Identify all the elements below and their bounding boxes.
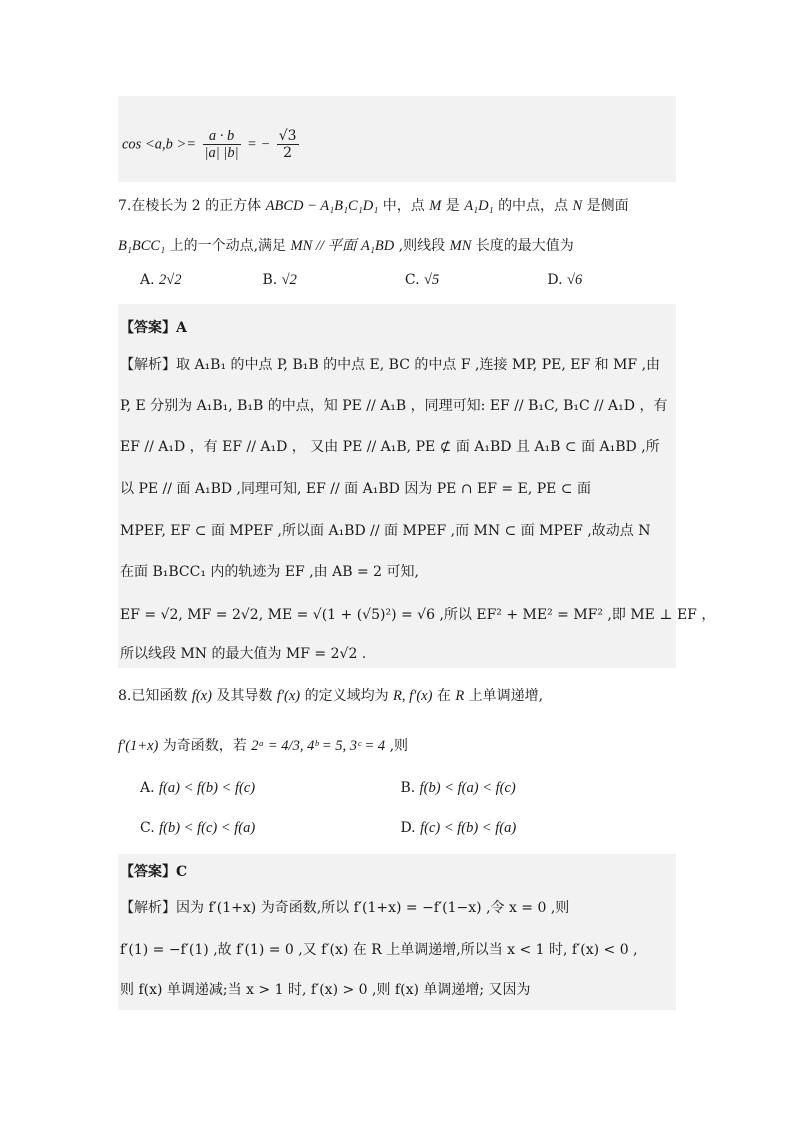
option-value: 2√2: [159, 272, 182, 288]
formula-lhs: cos <a,b >=: [122, 136, 197, 153]
option-value: f(c) < f(b) < f(a): [420, 820, 517, 836]
option-label: B.: [262, 272, 278, 288]
q8-text: 8.已知函数: [118, 688, 188, 704]
q7-option-b: [262, 270, 400, 290]
result-numerator: √3: [278, 128, 297, 144]
formula-denominator: |a| |b|: [204, 145, 239, 161]
q8-option-a: [140, 778, 396, 798]
answer-7-block: [118, 304, 716, 668]
analysis-7-line: EF // A₁D ，有 EF // A₁D ， 又由 PE // A₁B, PE ⊄ 面 A₁BD 且 A₁B ⊂ 面 A₁BD ,所: [120, 439, 660, 455]
option-value: f(b) < f(a) < f(c): [419, 780, 516, 796]
q8-option-d: [400, 818, 516, 838]
q8-options-row-2: [140, 818, 660, 838]
q8-domain: R, f′(x): [393, 688, 433, 704]
q8-option-b: [400, 778, 515, 798]
formula-rhs: = −: [247, 136, 271, 153]
q7-segment: A₁D₁: [464, 198, 494, 214]
q7-face: B₁BCC₁: [118, 238, 166, 254]
result-denominator: 2: [283, 145, 293, 161]
analysis-8-line: 【解析】因为 f′(1+x) 为奇函数,所以 f′(1+x) = −f′(1−x) ,令 x = 0 ,则: [120, 900, 570, 916]
formula-fraction: [203, 128, 241, 161]
q7-text: 是: [445, 198, 460, 214]
q7-text: ,则线段: [398, 238, 446, 254]
answer-8-label: 【答案】C: [120, 864, 188, 880]
q7-option-c: [405, 270, 543, 290]
analysis-7-line: MPEF, EF ⊂ 面 MPEF ,所以面 A₁BD // 面 MPEF ,而 MN ⊂ 面 MPEF ,故动点 N: [120, 523, 651, 539]
q8-options-row-1: [140, 778, 660, 798]
q7-text: 7.在棱长为 2 的正方体: [118, 198, 262, 214]
answer-8-block: [118, 854, 676, 1010]
q8-condition: 2ᵃ = 4/3, 4ᵇ = 5, 3ᶜ = 4: [251, 738, 386, 754]
analysis-7-line: 以 PE // 面 A₁BD ,同理可知, EF // 面 A₁BD 因为 PE ∩ EF = E, PE ⊂ 面: [120, 481, 591, 497]
q8-text: 为奇函数，若: [162, 738, 247, 754]
q7-point-m: M: [429, 198, 442, 214]
q8-text: ,则: [389, 738, 409, 754]
q8-set-r: R: [455, 688, 465, 704]
q8-line-1: [118, 686, 543, 706]
q7-text: 上的一个动点,满足: [169, 238, 287, 254]
q7-text: 的中点，点: [498, 198, 569, 214]
option-value: √2: [281, 272, 297, 288]
option-label: D.: [547, 272, 563, 288]
question-7: [118, 182, 676, 304]
q7-options: [140, 270, 660, 290]
option-value: √5: [424, 272, 440, 288]
option-value: f(b) < f(c) < f(a): [159, 820, 256, 836]
q7-option-d: [547, 270, 582, 290]
analysis-8-line: 则 f(x) 单调递减;当 x > 1 时, f′(x) > 0 ,则 f(x) 单调递增; 又因为: [120, 982, 531, 998]
q7-line-2: [118, 236, 574, 256]
q7-plane: A₁BD: [361, 238, 395, 254]
formula-numerator: a · b: [203, 128, 241, 145]
q7-option-a: [140, 270, 258, 290]
question-8: [118, 668, 676, 854]
analysis-7-line: 所以线段 MN 的最大值为 MF = 2√2 .: [120, 646, 367, 662]
option-label: D.: [400, 820, 416, 836]
option-label: A.: [140, 780, 155, 796]
option-value: f(a) < f(b) < f(c): [159, 780, 256, 796]
q7-segment-mn: MN: [449, 238, 472, 254]
q7-cube: ABCD − A₁B₁C₁D₁: [265, 198, 379, 214]
q8-function: f(x): [191, 688, 212, 704]
q8-shifted-derivative: f′(1+x): [118, 738, 159, 754]
q8-text: 在: [436, 688, 451, 704]
q8-text: 的定义域均为: [304, 688, 389, 704]
option-value: √6: [567, 272, 583, 288]
q7-point-n: N: [572, 198, 583, 214]
formula-block: [118, 96, 676, 182]
analysis-7-line: 【解析】取 A₁B₁ 的中点 P, B₁B 的中点 E, BC 的中点 F ,连接 MP, PE, EF 和 MF ,由: [120, 357, 661, 373]
option-label: C.: [140, 820, 155, 836]
q7-parallel: MN // 平面: [290, 238, 357, 254]
option-label: B.: [400, 780, 416, 796]
q7-text: 长度的最大值为: [475, 238, 574, 254]
formula-result: [277, 128, 299, 161]
q8-option-c: [140, 818, 396, 838]
option-label: C.: [404, 272, 420, 288]
q8-line-2: [118, 736, 408, 756]
analysis-7-line: EF = √2, MF = 2√2, ME = √(1 + (√5)²) = √6 ,所以 EF² + ME² = MF² ,即 ME ⊥ EF ，: [120, 607, 716, 623]
q7-text: 是侧面: [586, 198, 629, 214]
cosine-formula: [122, 128, 301, 161]
q7-text: 中，点: [382, 198, 425, 214]
analysis-7-line: P, E 分别为 A₁B₁, B₁B 的中点，知 PE // A₁B ，同理可知: EF // B₁C, B₁C // A₁D ，有: [120, 398, 668, 414]
analysis-7-line: 在面 B₁BCC₁ 内的轨迹为 EF ,由 AB = 2 可知,: [120, 564, 419, 580]
q8-derivative: f′(x): [276, 688, 301, 704]
analysis-8-line: f′(1) = −f′(1) ,故 f′(1) = 0 ,又 f′(x) 在 R 上单调递增,所以当 x < 1 时, f′(x) < 0 ,: [120, 942, 638, 958]
option-label: A.: [140, 272, 155, 288]
answer-7-label: 【答案】A: [120, 320, 187, 336]
q8-text: 及其导数: [216, 688, 273, 704]
q7-line-1: [118, 196, 629, 216]
document-page: [118, 96, 716, 1010]
q8-text: 上单调递增,: [468, 688, 544, 704]
